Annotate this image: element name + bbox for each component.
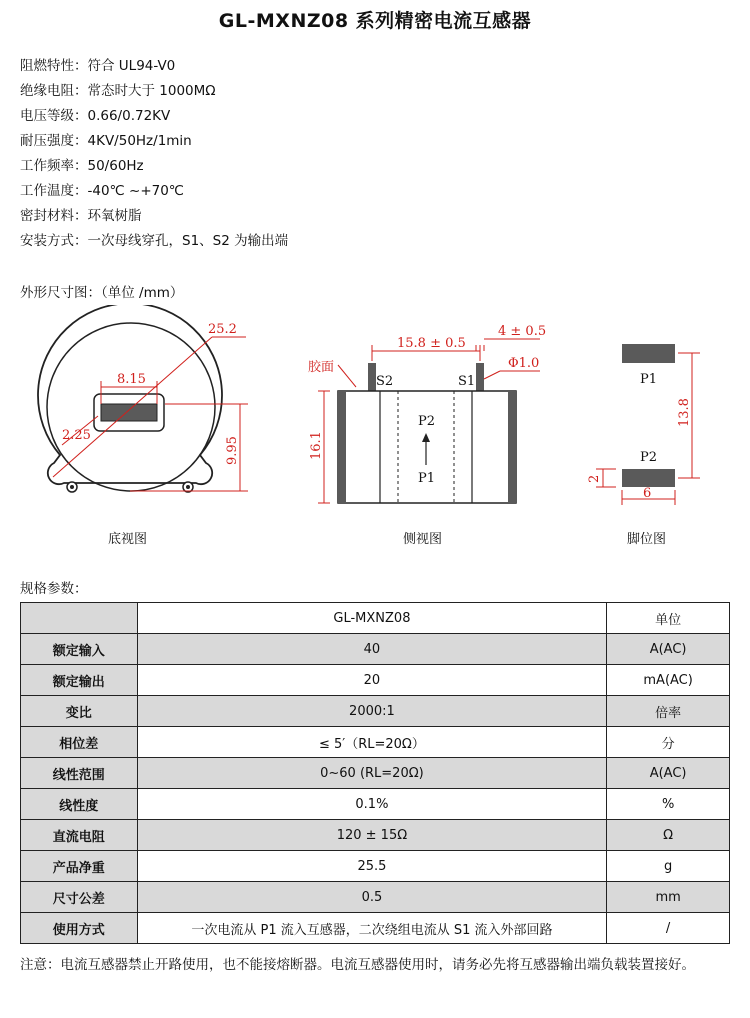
label-glue-surface: 胶面 (308, 360, 335, 375)
bottom-view-drawing (38, 305, 248, 492)
row-name: 使用方式 (21, 913, 138, 944)
row-name: 线性度 (21, 789, 138, 820)
row-name: 直流电阻 (21, 820, 138, 851)
dim-pin-spacing: 13.8 (677, 398, 692, 427)
dim-pin-width: 6 (643, 486, 652, 501)
spec-value: 一次母线穿孔，S1、S2 为输出端 (87, 233, 289, 249)
table-row (21, 758, 730, 789)
table-row (21, 789, 730, 820)
spec-value: 50/60Hz (87, 158, 144, 174)
spec-value: 常态时大于 1000MΩ (87, 83, 216, 99)
dimension-drawings (0, 305, 750, 525)
spec-value: -40℃ ~+70℃ (87, 183, 184, 199)
spec-label: 工作频率： (20, 158, 88, 174)
row-unit: % (607, 789, 730, 820)
label-s2: S2 (376, 374, 394, 389)
row-value: 0.1% (137, 789, 607, 820)
row-value: 0.5 (137, 882, 607, 913)
row-name: 产品净重 (21, 851, 138, 882)
spec-list (20, 54, 288, 254)
pin-pad-p2 (622, 469, 675, 487)
dim-side-height: 16.1 (309, 431, 324, 460)
dim-side-pin-diameter: Φ1.0 (508, 356, 540, 371)
spec-row (20, 104, 288, 129)
pin-label-p1: P1 (640, 372, 658, 387)
spec-value: 0.66/0.72KV (87, 108, 171, 124)
spec-row (20, 79, 288, 104)
side-body (338, 391, 516, 503)
label-p2: P2 (418, 414, 436, 429)
spec-row (20, 154, 288, 179)
spec-row (20, 229, 288, 254)
row-unit: A(AC) (607, 634, 730, 665)
row-value: 一次电流从 P1 流入互感器，二次绕组电流从 S1 流入外部回路 (137, 913, 607, 944)
row-name: 变比 (21, 696, 138, 727)
page-title: GL-MXNZ08 系列精密电流互感器 (218, 10, 532, 32)
row-unit: 倍率 (607, 696, 730, 727)
caption-side-view: 侧视图 (403, 532, 443, 547)
table-header-blank (21, 603, 138, 634)
dim-bottom-diameter: 25.2 (208, 322, 237, 337)
row-value: ≤ 5′（RL=20Ω） (137, 727, 607, 758)
side-body-right-edge (508, 391, 516, 503)
row-unit: A(AC) (607, 758, 730, 789)
row-unit: g (607, 851, 730, 882)
table-header-row (21, 603, 730, 634)
busbar-slot (101, 404, 157, 421)
spec-row (20, 179, 288, 204)
pin-label-p2: P2 (640, 450, 658, 465)
spec-label: 密封材料： (20, 208, 88, 224)
table-row (21, 634, 730, 665)
spec-label: 绝缘电阻： (20, 83, 88, 99)
row-name: 额定输出 (21, 665, 138, 696)
row-name: 相位差 (21, 727, 138, 758)
row-value: 25.5 (137, 851, 607, 882)
side-view-drawing (308, 324, 546, 503)
spec-row (20, 54, 288, 79)
table-row (21, 851, 730, 882)
dim-bottom-slot-height: 2.25 (62, 428, 91, 443)
mounting-hole-right-center (186, 485, 190, 489)
table-row (21, 820, 730, 851)
dimension-heading: 外形尺寸图：（单位 /mm） (20, 285, 184, 301)
pin-s2 (368, 363, 376, 391)
caption-pin-view: 脚位图 (627, 532, 667, 547)
spec-row (20, 129, 288, 154)
dim-bottom-slot-offset: 9.95 (225, 436, 240, 465)
pin-pad-p1 (622, 344, 675, 363)
caption-bottom-view: 底视图 (108, 532, 148, 547)
pin-s1 (476, 363, 484, 391)
row-unit: mA(AC) (607, 665, 730, 696)
row-name: 线性范围 (21, 758, 138, 789)
spec-value: 4KV/50Hz/1min (87, 133, 192, 149)
params-heading: 规格参数： (20, 581, 88, 597)
row-value: 120 ± 15Ω (137, 820, 607, 851)
table-row (21, 665, 730, 696)
pin-view-drawing (587, 344, 700, 505)
row-unit: / (607, 913, 730, 944)
row-unit: Ω (607, 820, 730, 851)
row-unit: 分 (607, 727, 730, 758)
table-row (21, 913, 730, 944)
row-value: 20 (137, 665, 607, 696)
label-s1: S1 (458, 374, 476, 389)
spec-label: 工作温度： (20, 183, 88, 199)
dim-side-pin-length: 4 ± 0.5 (498, 324, 547, 339)
usage-note: 注意：电流互感器禁止开路使用，也不能接熔断器。电流互感器使用时，请务必先将互感器输出端负载装置接好。 (20, 957, 695, 973)
row-value: 0~60 (RL=20Ω) (137, 758, 607, 789)
table-header-unit: 单位 (607, 603, 730, 634)
label-p1: P1 (418, 471, 436, 486)
table-header-model: GL-MXNZ08 (137, 603, 607, 634)
side-body-left-edge (338, 391, 346, 503)
table-row (21, 727, 730, 758)
spec-label: 耐压强度： (20, 133, 88, 149)
table-row (21, 882, 730, 913)
spec-label: 阻燃特性： (20, 58, 88, 74)
spec-value: 符合 UL94-V0 (87, 58, 176, 74)
spec-label: 安装方式： (20, 233, 88, 249)
row-value: 40 (137, 634, 607, 665)
mounting-hole-left-center (70, 485, 74, 489)
dim-pin-thickness: 2 (587, 474, 602, 483)
spec-value: 环氧树脂 (87, 208, 142, 224)
row-name: 尺寸公差 (21, 882, 138, 913)
table-row (21, 696, 730, 727)
spec-label: 电压等级： (20, 108, 88, 124)
row-value: 2000:1 (137, 696, 607, 727)
dim-side-pin-spacing: 15.8 ± 0.5 (397, 336, 466, 351)
dim-bottom-slot-width: 8.15 (117, 372, 146, 387)
spec-row (20, 204, 288, 229)
row-name: 额定输入 (21, 634, 138, 665)
spec-table (20, 602, 730, 944)
row-unit: mm (607, 882, 730, 913)
